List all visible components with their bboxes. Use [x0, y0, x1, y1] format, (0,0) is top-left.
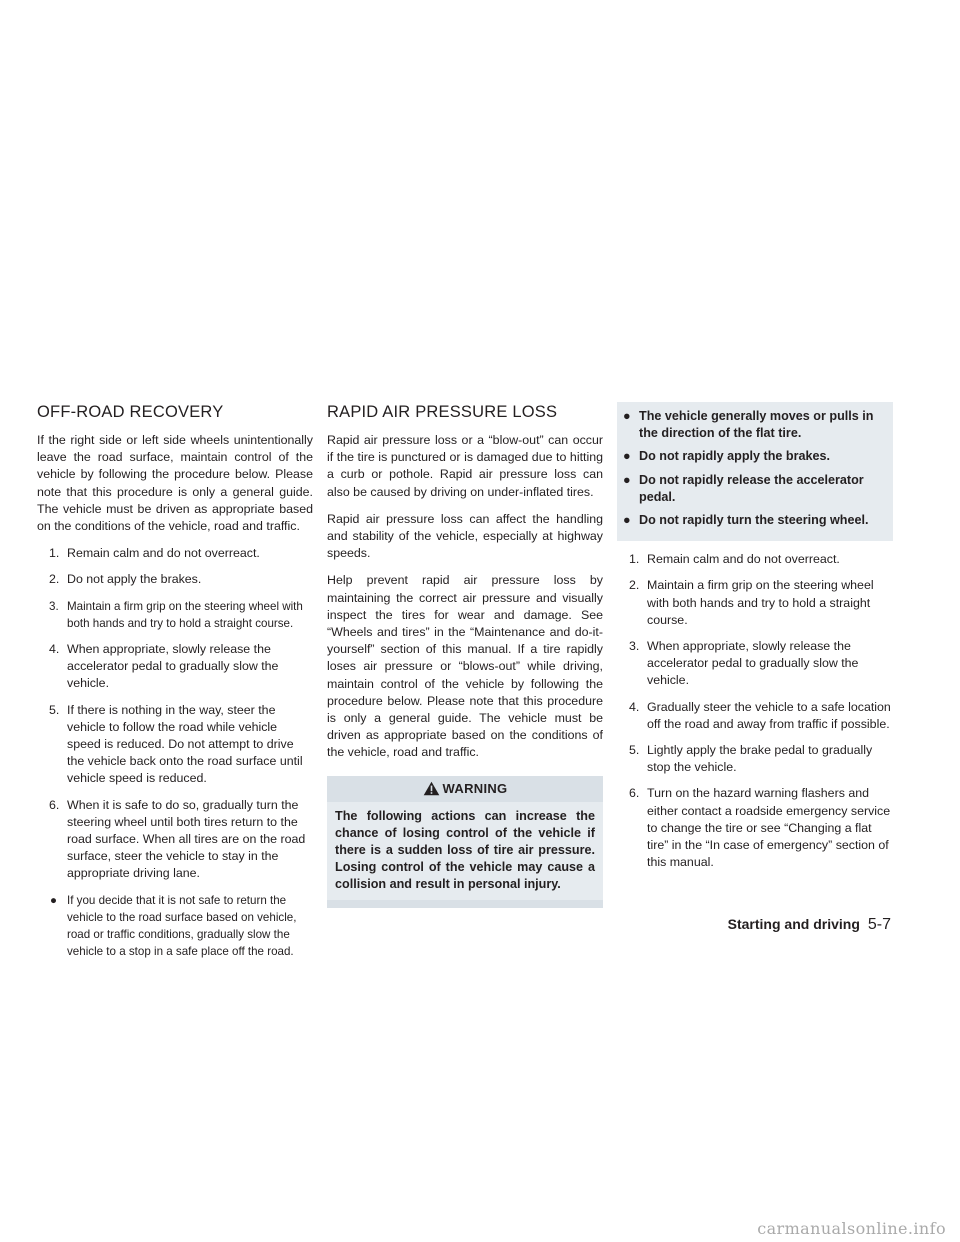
bullet-icon: ● [623, 409, 631, 423]
list-item: 5. If there is nothing in the way, steer the vehicle to follow the road while vehicle speed is reduced. Do not attempt to drive the vehicle back onto the road surface until vehicle speed is reduced. [49, 702, 303, 786]
warning-continued-box [617, 402, 893, 541]
list-item: ● Do not rapidly apply the brakes. [617, 448, 887, 465]
list-item: 1. Remain calm and do not overreact. [629, 552, 840, 567]
watermark: carmanualsonline.info [757, 1219, 946, 1238]
column-rapid-air-pressure-loss-continued [617, 402, 893, 880]
bullet-icon: ● [623, 449, 631, 464]
list-item: 6. When it is safe to do so, gradually turn the steering wheel until both tires return to the road surface. When all tires are on the road surface, steer the vehicle to stay in the appropriate driving lane. [49, 797, 306, 881]
list-item: ● The vehicle generally moves or pulls in the direction of the flat tire. [623, 409, 874, 441]
bullet-icon: ● [50, 893, 58, 907]
list-item: 6. Turn on the hazard warning flashers and either contact a roadside emergency service to change the tire or see “Changing a flat tire” in the “In case of emergency” section of this manual. [629, 786, 891, 870]
bullet-icon: ● [623, 513, 631, 528]
column-rapid-air-pressure-loss [327, 402, 603, 908]
warning-text: The following actions can increase the chance of losing control of the vehicle if there is a sudden loss of tire air pressure. Losing control of the vehicle may cause a collision and result in personal injury. [327, 802, 603, 900]
page-footer [728, 916, 891, 934]
list-item: ● Do not rapidly release the accelerator pedal. [623, 472, 864, 504]
warning-label: WARNING [442, 781, 508, 797]
warning-box [327, 776, 603, 908]
off-road-steps-list [37, 545, 313, 960]
list-item: 1. Remain calm and do not overreact. [49, 546, 260, 561]
column-off-road-recovery [37, 402, 313, 969]
paragraph: Rapid air pressure loss or a “blow-out” can occur if the tire is punctured or is damaged due to hitting a curb or pothole. Rapid air pressure loss can also be caused by driving on under-inflated tires. [327, 433, 603, 499]
intro-paragraph: If the right side or left side wheels unintentionally leave the road surface, maintain control of the vehicle by following the procedure below. Please note that this procedure is only a general guide. The vehicle must be driven as appropriate based on the conditions of the vehicle, road and traffic. [37, 433, 313, 534]
chapter-title: Starting and driving [727, 916, 860, 932]
list-item: 5. Lightly apply the brake pedal to gradually stop the vehicle. [629, 743, 873, 775]
section-title-rapid-air-pressure-loss: RAPID AIR PRESSURE LOSS [327, 403, 558, 421]
blowout-steps-list [617, 551, 893, 871]
bullet-icon: ● [623, 472, 631, 487]
paragraph: Rapid air pressure loss can affect the handling and stability of the vehicle, especially at highway speeds. [327, 511, 603, 561]
list-item: 3. Maintain a firm grip on the steering wheel with both hands and try to hold a straight course. [49, 599, 303, 630]
list-item: ● Do not rapidly turn the steering wheel. [617, 512, 887, 529]
warning-header [327, 776, 603, 802]
list-item: 4. When appropriate, slowly release the accelerator pedal to gradually slow the vehicle. [49, 642, 279, 691]
section-title-off-road-recovery: OFF-ROAD RECOVERY [37, 403, 224, 421]
page-number: 5-7 [867, 916, 891, 933]
list-item: 4. Gradually steer the vehicle to a safe location off the road and away from traffic if possible. [629, 699, 891, 731]
list-item: 3. When appropriate, slowly release the accelerator pedal to gradually slow the vehicle. [629, 639, 859, 688]
list-item: 2. Maintain a firm grip on the steering wheel with both hands and try to hold a straight course. [629, 578, 874, 627]
warning-triangle-icon [423, 781, 440, 796]
list-item: 2. Do not apply the brakes. [49, 572, 202, 587]
paragraph: Help prevent rapid air pressure loss by maintaining the correct air pressure and visually inspect the tires for wear and damage. See “Wheels and tires” in the “Maintenance and do-it-yourself” section of this manual. If a tire rapidly loses air pressure or “blows-out” while driving, maintain control of the vehicle by following the procedure below. Please note that this procedure is only a general guide. The vehicle must be driven as appropriate based on the conditions of the vehicle, road and traffic. [327, 573, 603, 760]
list-item: ● If you decide that it is not safe to return the vehicle to the road surface based on vehicle, road or traffic conditions, gradually slow the vehicle to a stop in a safe place off the road. [50, 893, 297, 959]
